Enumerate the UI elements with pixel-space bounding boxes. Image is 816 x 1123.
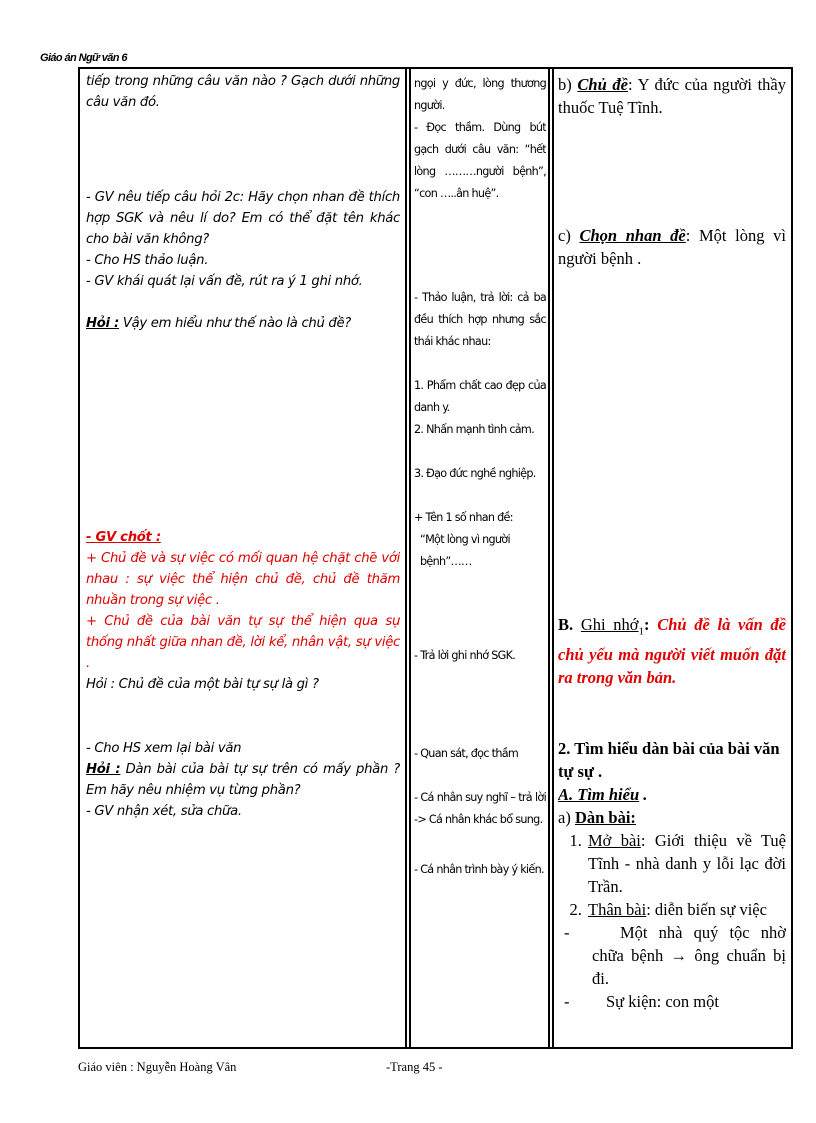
column-divider <box>405 69 407 1047</box>
text-block: - Trả lời ghi nhớ SGK. <box>414 649 516 662</box>
nhande-block <box>558 224 786 270</box>
text-block: tiếp trong những câu văn nào ? Gạch dưới những câu văn đó. <box>86 74 400 110</box>
text-block: - Cho HS xem lại bài văn <box>86 741 242 756</box>
question-block: Hỏi : Chủ đề của một bài tự sự là gì ? <box>86 677 319 692</box>
student-activity-column <box>414 69 546 1047</box>
text-block: - GV khái quát lại vấn đề, rút ra ý 1 ghi nhớ. <box>86 274 363 289</box>
question-text: Dàn bài của bài tự sự trên có mấy phần ? Em hãy nêu nhiệm vụ từng phần? <box>86 762 400 798</box>
text-block: + Tên 1 số nhan đề: <box>414 511 513 524</box>
nhande-label: Chọn nhan đề <box>579 226 686 245</box>
chude-block <box>558 73 786 119</box>
list-item <box>558 990 786 1013</box>
dash-mark: - <box>564 992 570 1011</box>
text-block: - Thảo luận, trả lời: cả ba đều thích hợp nhưng sắc thái khác nhau: <box>414 291 546 348</box>
dash-text: Sự kiện: con một <box>606 992 719 1011</box>
thanbai-text: : diễn biến sự việc <box>646 900 767 919</box>
text-block: 3. Đạo đức nghề nghiệp. <box>414 467 536 480</box>
ghinho-block <box>558 613 786 689</box>
question-block <box>86 313 400 334</box>
dot: . <box>639 785 648 804</box>
ghinho-text: Chủ đề là vấn đề chủ yếu mà người viết muốn đặt ra trong văn bản. <box>558 615 786 688</box>
danbai-heading <box>558 806 786 829</box>
page-header: Giáo án Ngữ văn 6 <box>40 52 127 64</box>
footer-page-number: -Trang 45 - <box>386 1060 443 1074</box>
column-divider <box>552 69 554 1047</box>
column-divider <box>548 69 550 1047</box>
dash-text: Một nhà quý tộc nhờ chữa bệnh → ông chuẩn bị đi. <box>592 923 786 988</box>
ghinho-subscript: 1 <box>638 625 644 638</box>
question-label: Hỏi : <box>86 762 121 777</box>
dash-mark: - <box>564 923 570 942</box>
thanbai-label: Thân bài <box>588 900 647 919</box>
red-note: + Chủ đề và sự việc có mối quan hệ chặt chẽ với nhau : sự việc thể hiện chủ đề, chủ đề thăm nhuần trong sự việc . <box>86 551 400 608</box>
ghinho-label: Ghi nhớ <box>580 615 639 634</box>
text-block: - GV nhận xét, sửa chữa. <box>86 804 242 819</box>
text-block: - Cá nhân suy nghĩ – trả lời -> Cá nhân khác bổ sung. <box>414 791 546 826</box>
list-item <box>558 921 786 990</box>
text-block: 1. Phẩm chất cao đẹp của danh y. <box>414 379 546 414</box>
question-label: Hỏi : <box>86 316 119 331</box>
section-heading: 2. Tìm hiểu dàn bài của bài văn tự sự . <box>558 739 780 781</box>
text-block: - Quan sát, đọc thầm <box>414 747 519 760</box>
footer-teacher: Giáo viên : Nguyễn Hoàng Vân <box>78 1060 237 1074</box>
timhieu-label: A. Tìm hiểu <box>558 785 640 804</box>
section-prefix: B. <box>558 615 581 634</box>
timhieu-heading <box>558 783 786 806</box>
nhande-text: : Một lòng vì người bệnh . <box>558 226 786 268</box>
mobai-text: : Giới thiệu về Tuệ Tĩnh - nhà danh y lỗi lạc đời Trần. <box>588 831 786 896</box>
danbai-label: Dàn bài: <box>574 808 636 827</box>
question-block <box>86 759 400 801</box>
red-note: + Chủ đề của bài văn tự sự thể hiện qua sự thống nhất giữa nhan đề, lời kể, nhân vật, sự việc . <box>86 614 400 671</box>
mobai-label: Mở bài <box>588 831 641 850</box>
colon: : <box>644 615 658 634</box>
gv-chot-label: - GV chốt : <box>86 530 161 545</box>
text-block: - Cho HS thảo luận. <box>86 253 209 268</box>
list-item <box>586 898 786 921</box>
text-block: - Cá nhân trình bày ý kiến. <box>414 863 544 876</box>
item-prefix: b) <box>558 75 578 94</box>
text-block: 2. Nhấn mạnh tình cảm. <box>414 423 534 436</box>
item-prefix: a) <box>558 808 575 827</box>
item-prefix: c) <box>558 226 580 245</box>
text-block: - GV nêu tiếp câu hỏi 2c: Hãy chọn nhan đề thích hợp SGK và nêu lí do? Em có thể đặt tên khác cho bài văn không? <box>86 190 400 247</box>
content-column <box>558 69 786 1047</box>
chude-label: Chủ đề <box>577 75 628 94</box>
list-item <box>586 829 786 898</box>
column-divider <box>409 69 411 1047</box>
teacher-activity-column <box>86 69 400 1047</box>
lesson-table <box>78 67 793 1049</box>
question-text: Vậy em hiểu như thế nào là chủ đề? <box>118 316 351 331</box>
text-block: “Một lòng vì người bệnh”…… <box>420 533 510 568</box>
outline-list <box>558 829 786 1013</box>
text-block: - Đọc thầm. Dùng bút gạch dưới câu văn: “hết lòng ………người bệnh”, “con …..ân huệ”. <box>414 121 546 200</box>
text-block: ngọi y đức, lòng thương người. <box>414 77 546 112</box>
chude-text: : Y đức của người thầy thuốc Tuệ Tĩnh. <box>558 75 786 117</box>
